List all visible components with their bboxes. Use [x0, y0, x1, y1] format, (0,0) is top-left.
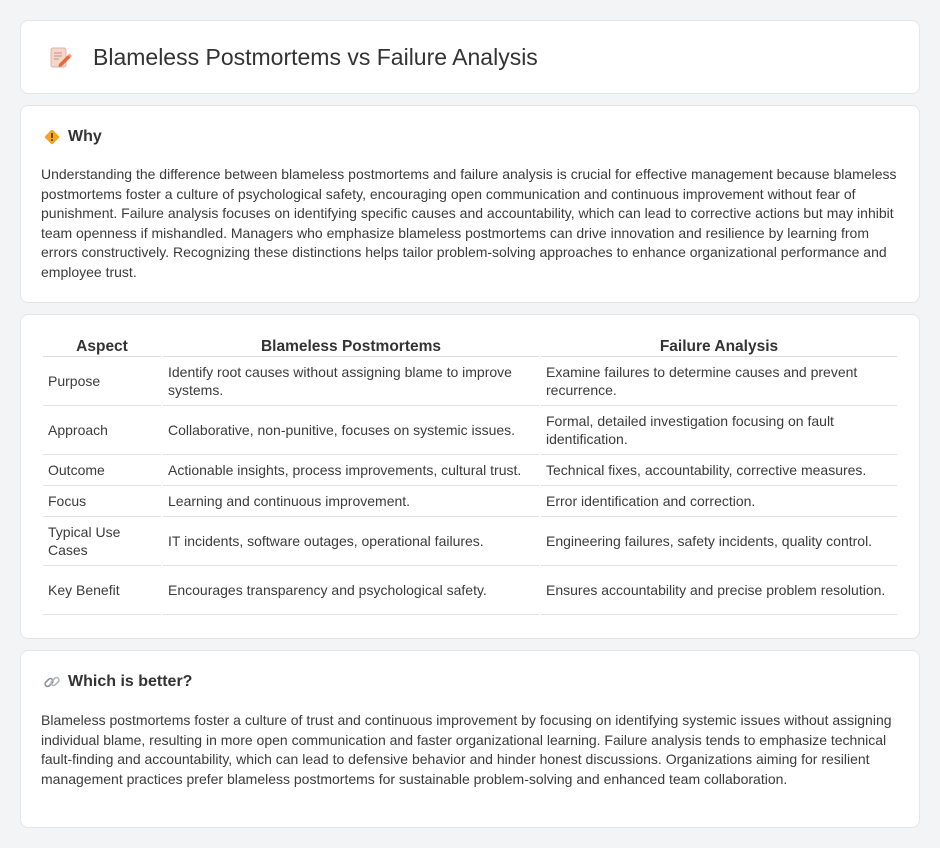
warning-diamond-icon: [43, 128, 61, 146]
failure-cell: Engineering failures, safety incidents, quality control.: [541, 517, 897, 566]
aspect-cell: Typical Use Cases: [43, 517, 161, 566]
column-header-failure: Failure Analysis: [541, 335, 897, 357]
comparison-card: [20, 314, 920, 639]
table-row: [43, 566, 897, 615]
blameless-cell: Collaborative, non-punitive, focuses on systemic issues.: [163, 406, 539, 455]
why-card: [20, 105, 920, 303]
page-title: Blameless Postmortems vs Failure Analysis: [93, 44, 538, 70]
blameless-cell: Learning and continuous improvement.: [163, 486, 539, 517]
blameless-cell: Identify root causes without assigning blame to improve systems.: [163, 357, 539, 406]
better-header: [43, 673, 192, 691]
blameless-cell: IT incidents, software outages, operational failures.: [163, 517, 539, 566]
aspect-cell: Purpose: [43, 357, 161, 406]
header-card: [20, 20, 920, 94]
failure-cell: Formal, detailed investigation focusing on fault identification.: [541, 406, 897, 455]
column-header-aspect: Aspect: [43, 335, 161, 357]
table-row: [43, 486, 897, 517]
aspect-cell: Approach: [43, 406, 161, 455]
blameless-cell: Actionable insights, process improvements, cultural trust.: [163, 455, 539, 486]
aspect-cell: Outcome: [43, 455, 161, 486]
failure-cell: Ensures accountability and precise problem resolution.: [541, 566, 897, 615]
link-icon: [43, 673, 61, 691]
table-row: [43, 455, 897, 486]
failure-cell: Technical fixes, accountability, corrective measures.: [541, 455, 897, 486]
column-header-blameless: Blameless Postmortems: [163, 335, 539, 357]
why-text: Understanding the difference between blameless postmortems and failure analysis is crucial for effective management because blameless postmortems foster a culture of psychological safety, encouraging open communication and continuous improvement without fear of punishment. Failure analysis focuses on identifying specific causes and accountability, which can lead to corrective actions but may inhibit team openness if mishandled. Managers who emphasize blameless postmortems can drive innovation and resilience by learning from errors constructively. Recognizing these distinctions helps tailor problem-solving approaches to enhance organizational performance and employee trust.: [41, 166, 897, 280]
failure-cell: Examine failures to determine causes and prevent recurrence.: [541, 357, 897, 406]
better-text: Blameless postmortems foster a culture of trust and continuous improvement by focusing on identifying systemic issues without assigning individual blame, resulting in more open communication and faster organizational learning. Failure analysis tends to emphasize technical fault-finding and accountability, which can lead to defensive behavior and hinder honest discussions. Organizations aiming for resilient management practices prefer blameless postmortems for sustainable problem-solving and enhanced team collaboration.: [41, 712, 892, 787]
blameless-cell: Encourages transparency and psychological safety.: [163, 566, 539, 615]
aspect-cell: Focus: [43, 486, 161, 517]
table-row: [43, 357, 897, 406]
comparison-table: [41, 335, 899, 615]
table-row: [43, 406, 897, 455]
header-row: [47, 44, 538, 71]
why-header: [43, 128, 102, 146]
failure-cell: Error identification and correction.: [541, 486, 897, 517]
table-header-row: [43, 335, 897, 357]
aspect-cell: Key Benefit: [43, 566, 161, 615]
better-title: Which is better?: [68, 673, 193, 690]
table-row: [43, 517, 897, 566]
why-title: Why: [68, 128, 102, 145]
better-card: [20, 650, 920, 828]
memo-pencil-icon: [47, 45, 73, 71]
